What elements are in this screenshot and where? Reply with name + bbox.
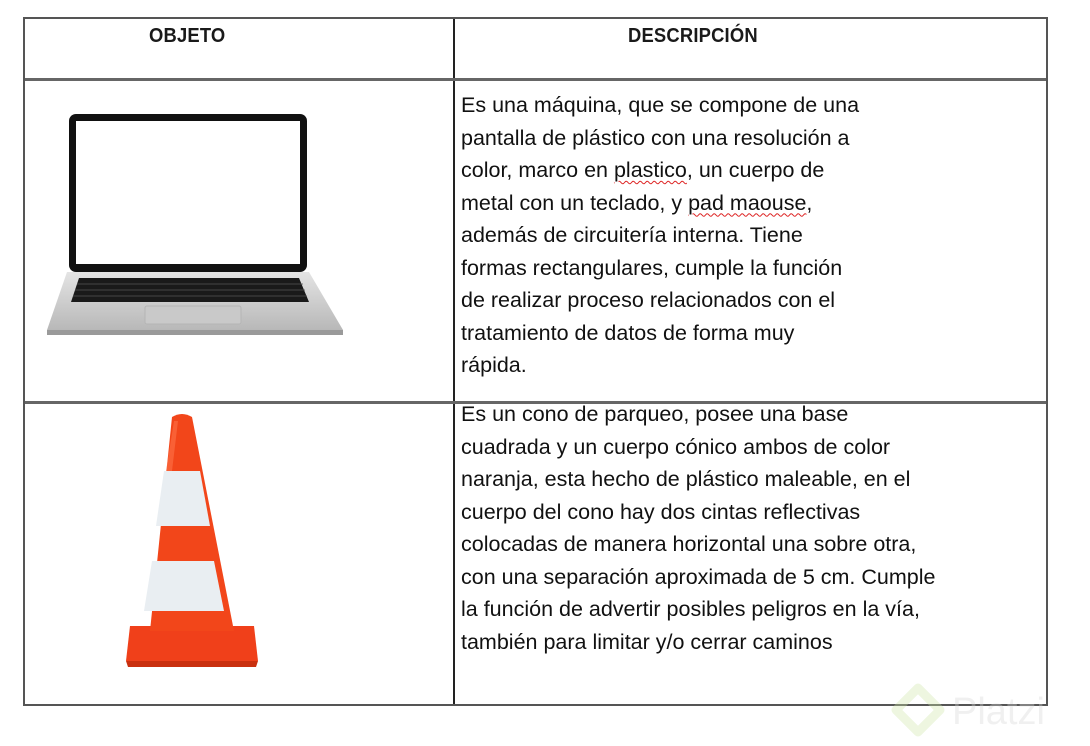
header-objeto: OBJETO xyxy=(149,25,226,47)
text-span: metal con un teclado, y xyxy=(461,190,689,215)
description-line: Es un cono de parqueo, posee una base xyxy=(461,402,849,426)
header-divider xyxy=(25,78,1046,81)
laptop-icon xyxy=(45,112,345,342)
text-span: , un cuerpo de xyxy=(686,158,825,182)
svg-text:Platzi: Platzi xyxy=(952,691,1045,733)
description-line: Es una máquina, que se compone de una xyxy=(461,93,860,117)
description-line xyxy=(461,187,1041,220)
description-line: además de circuitería interna. Tiene xyxy=(461,223,803,247)
description-line: de realizar proceso relacionados con el xyxy=(461,288,836,312)
text-span: color, marco en xyxy=(461,158,614,182)
description-line: con una separación aproximada de 5 cm. Cumple xyxy=(461,564,936,589)
description-line: cuadrada y un cuerpo cónico ambos de color xyxy=(461,434,891,459)
description-line: la función de advertir posibles peligros en la vía, xyxy=(461,597,920,621)
description-line: rápida. xyxy=(461,353,527,377)
cone-description xyxy=(461,398,1041,658)
platzi-watermark xyxy=(888,680,1088,740)
laptop-description xyxy=(461,89,1041,382)
description-line: pantalla de plástico con una resolución a xyxy=(461,125,850,150)
text-span: , xyxy=(806,190,813,215)
misspelled-word: pad maouse xyxy=(688,190,807,215)
description-line: formas rectangulares, cumple la función xyxy=(461,255,843,280)
traffic-cone-icon xyxy=(122,411,262,676)
description-line: colocadas de manera horizontal una sobre otra, xyxy=(461,532,917,556)
misspelled-word: plastico xyxy=(613,158,687,182)
description-line: cuerpo del cono hay dos cintas reflectivas xyxy=(461,499,861,524)
header-descripcion: DESCRIPCIÓN xyxy=(628,25,758,47)
description-line: naranja, esta hecho de plástico maleable, en el xyxy=(461,467,911,491)
description-line xyxy=(461,154,1041,187)
description-line: también para limitar y/o cerrar caminos xyxy=(461,629,833,654)
column-divider xyxy=(453,19,455,704)
description-line: tratamiento de datos de forma muy xyxy=(461,320,795,345)
